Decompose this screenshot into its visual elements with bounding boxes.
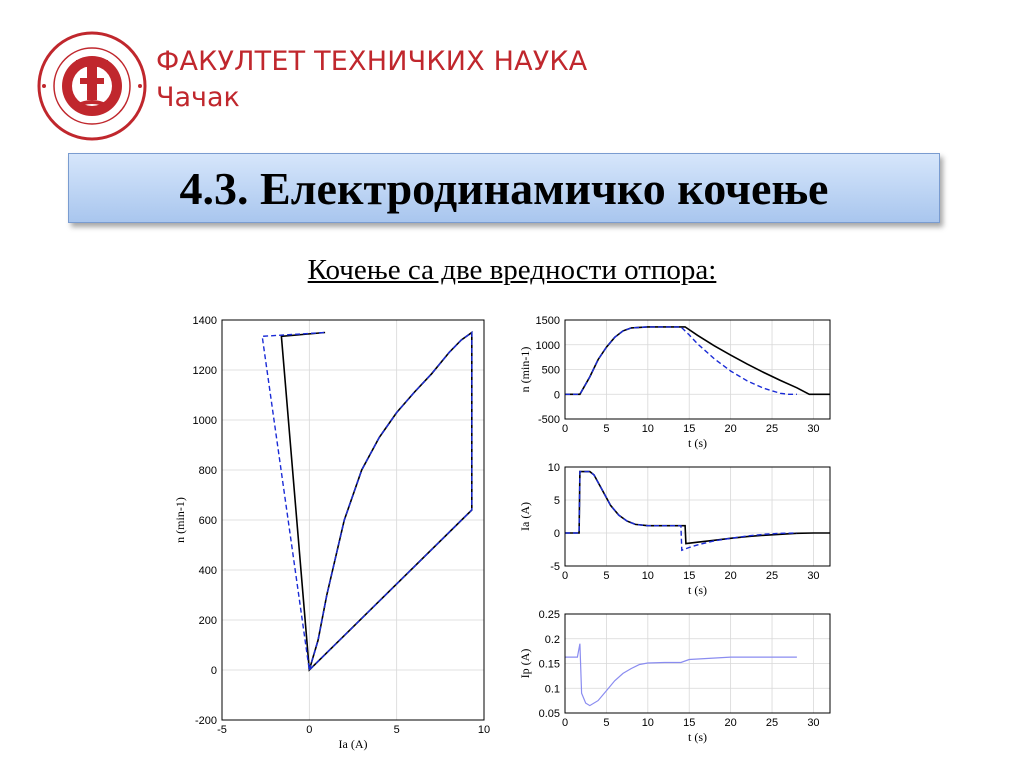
ia_vs_t-xtick-label: 20: [724, 570, 737, 582]
ia_vs_t-xtick-label: 30: [807, 570, 820, 582]
slide-subtitle: Кочење са две вредности отпора:: [307, 254, 717, 286]
ia_vs_t-plot-area: [565, 467, 830, 566]
n_vs_ia-xtick-label: 10: [477, 724, 491, 736]
ia_vs_t-ytick-label: 5: [553, 495, 560, 507]
n_vs_t-ytick-label: 1000: [535, 339, 560, 352]
ip_vs_t-xtick-label: 20: [724, 717, 737, 729]
n_vs_t-xtick-label: 0: [561, 423, 569, 435]
n_vs_t-xtick-label: 30: [807, 423, 820, 435]
ip_vs_t-ytick-label: 0.1: [544, 683, 560, 696]
n_vs_ia-ytick-label: 1200: [192, 365, 217, 377]
n_vs_t-ytick-label: -500: [537, 414, 560, 426]
ia_vs_t-ytick-label: 0: [553, 528, 560, 540]
ia_vs_t-xtick-label: 25: [765, 570, 779, 582]
n_vs_t-xtick-label: 25: [765, 423, 779, 435]
ip_vs_t-xtick-label: 5: [603, 717, 610, 729]
n_vs_ia-xtick-label: -5: [217, 724, 227, 736]
ip_vs_t-xtick-label: 15: [683, 717, 696, 729]
ip_vs_t-ytick-label: 0.2: [544, 633, 560, 646]
ip_vs_t-xtick-label: 30: [807, 717, 820, 729]
n_vs_ia-ytick-label: 200: [198, 615, 217, 627]
ia_vs_t-xtick-label: 15: [683, 570, 696, 582]
ia_vs_t-ytick-label: -5: [550, 561, 560, 573]
ip_vs_t-xtick-label: 0: [561, 717, 569, 729]
ia_vs_t-ylabel: Ia (A): [518, 502, 532, 531]
n_vs_t-xtick-label: 15: [683, 423, 696, 435]
ip_vs_t-ytick-label: 0.05: [538, 708, 560, 720]
n_vs_ia-ytick-label: 1400: [192, 315, 217, 327]
ia_vs_t-xtick-label: 0: [561, 570, 569, 582]
n_vs_ia-xtick-label: 0: [306, 724, 313, 736]
ip_vs_t-ytick-label: 0.15: [538, 658, 560, 671]
ia_vs_t-xtick-label: 5: [603, 570, 610, 582]
n_vs_t-ytick-label: 1500: [535, 315, 560, 327]
n_vs_ia-ytick-label: 400: [198, 565, 217, 577]
slide-title: 4.3. Електродинамичко кочење: [179, 162, 829, 214]
ip_vs_t-ytick-label: 0.25: [538, 609, 560, 621]
ip_vs_t-xtick-label: 10: [641, 717, 654, 729]
faculty-city: Чачак: [156, 82, 240, 113]
ia_vs_t-ytick-label: 10: [547, 462, 560, 474]
n_vs_ia-xlabel: Ia (A): [338, 737, 368, 751]
ip_vs_t-ylabel: Ip (A): [518, 648, 532, 679]
n_vs_t-xtick-label: 20: [724, 423, 737, 435]
n_vs_t-xlabel: t (s): [688, 436, 707, 450]
n_vs_t-ytick-label: 500: [541, 364, 560, 377]
faculty-name: ФАКУЛТЕТ ТЕХНИЧКИХ НАУКА: [156, 46, 588, 77]
ip_vs_t-xtick-label: 25: [765, 717, 779, 729]
ia_vs_t-xlabel: t (s): [688, 583, 707, 597]
n_vs_t-xtick-label: 5: [603, 423, 610, 435]
n_vs_ia-ytick-label: 0: [210, 665, 217, 677]
n_vs_t-ytick-label: 0: [553, 389, 560, 402]
n_vs_ia-ytick-label: 800: [198, 465, 217, 477]
n_vs_ia-ytick-label: -200: [194, 715, 217, 727]
n_vs_t-xtick-label: 10: [641, 423, 654, 435]
n_vs_ia-ylabel: n (min-1): [173, 497, 187, 543]
n_vs_t-ylabel: n (min-1): [518, 346, 532, 393]
n_vs_ia-ytick-label: 1000: [192, 415, 217, 427]
n_vs_ia-ytick-label: 600: [198, 515, 217, 527]
ia_vs_t-xtick-label: 10: [641, 570, 654, 582]
n_vs_ia-xtick-label: 5: [393, 724, 400, 736]
ip_vs_t-xlabel: t (s): [688, 730, 707, 744]
